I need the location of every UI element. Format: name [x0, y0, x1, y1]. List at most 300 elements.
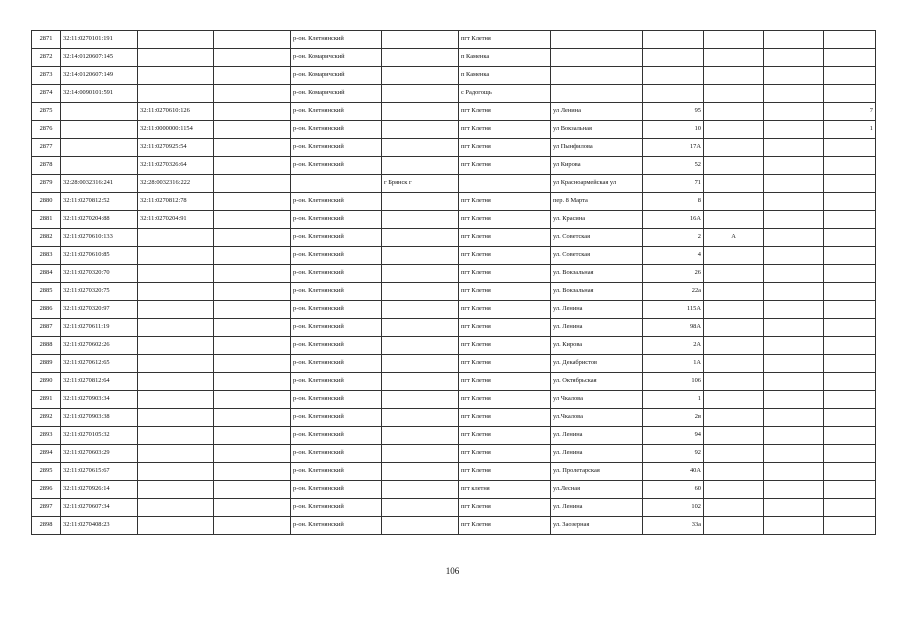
row-number-cell: 2879 [32, 175, 61, 193]
room-cell [824, 301, 876, 319]
cadastral-number-cell: 32:11:0270812:64 [61, 373, 138, 391]
street-cell: ул. Декабристов [551, 355, 643, 373]
building-letter-cell [704, 499, 764, 517]
parent-cadastral-number-cell: 32:11:0270812:78 [138, 193, 214, 211]
street-cell: ул Вокзальная [551, 121, 643, 139]
building-letter-cell [704, 247, 764, 265]
apartment-cell [764, 319, 824, 337]
street-cell [551, 67, 643, 85]
building-letter-cell [704, 445, 764, 463]
house-number-cell: 106 [643, 373, 704, 391]
extra-column-cell [214, 139, 291, 157]
house-number-cell: 10 [643, 121, 704, 139]
table-row [32, 211, 876, 229]
apartment-cell [764, 337, 824, 355]
cadastral-number-cell: 32:11:0270320:75 [61, 283, 138, 301]
building-letter-cell [704, 319, 764, 337]
settlement-cell: пгт Клетня [459, 427, 551, 445]
city-cell [382, 517, 459, 535]
row-number-cell: 2889 [32, 355, 61, 373]
house-number-cell: 98А [643, 319, 704, 337]
city-cell [382, 445, 459, 463]
settlement-cell: пгт Клетня [459, 247, 551, 265]
house-number-cell: 33а [643, 517, 704, 535]
cadastral-number-cell: 32:11:0270610:85 [61, 247, 138, 265]
parent-cadastral-number-cell [138, 481, 214, 499]
cadastral-number-cell: 32:11:0270320:97 [61, 301, 138, 319]
apartment-cell [764, 499, 824, 517]
city-cell [382, 85, 459, 103]
street-cell: ул.Лесная [551, 481, 643, 499]
house-number-cell: 16А [643, 211, 704, 229]
house-number-cell: 40А [643, 463, 704, 481]
room-cell [824, 337, 876, 355]
apartment-cell [764, 517, 824, 535]
table-row [32, 283, 876, 301]
city-cell [382, 337, 459, 355]
building-letter-cell [704, 85, 764, 103]
cadastral-number-cell: 32:11:0270101:191 [61, 31, 138, 49]
house-number-cell: 60 [643, 481, 704, 499]
street-cell: ул Чкалова [551, 391, 643, 409]
cadastral-number-cell: 32:11:0270610:133 [61, 229, 138, 247]
parent-cadastral-number-cell: 32:11:0000000:1154 [138, 121, 214, 139]
building-letter-cell [704, 373, 764, 391]
room-cell [824, 499, 876, 517]
parent-cadastral-number-cell [138, 409, 214, 427]
table-row [32, 139, 876, 157]
table-row [32, 391, 876, 409]
table-row [32, 229, 876, 247]
building-letter-cell [704, 211, 764, 229]
cadastral-number-cell: 32:11:0270204:88 [61, 211, 138, 229]
table-row [32, 499, 876, 517]
city-cell [382, 211, 459, 229]
apartment-cell [764, 175, 824, 193]
building-letter-cell [704, 337, 764, 355]
city-cell [382, 409, 459, 427]
street-cell [551, 31, 643, 49]
extra-column-cell [214, 175, 291, 193]
street-cell: ул.Чкалова [551, 409, 643, 427]
room-cell [824, 409, 876, 427]
settlement-cell: пгт Клетня [459, 139, 551, 157]
building-letter-cell [704, 463, 764, 481]
house-number-cell: 2А [643, 337, 704, 355]
table-row [32, 103, 876, 121]
district-cell: р-он. Клетнянский [291, 283, 382, 301]
room-cell [824, 229, 876, 247]
table-row [32, 265, 876, 283]
row-number-cell: 2895 [32, 463, 61, 481]
street-cell: ул. Ленина [551, 427, 643, 445]
city-cell [382, 481, 459, 499]
extra-column-cell [214, 301, 291, 319]
table-row [32, 247, 876, 265]
district-cell: р-он. Комаричский [291, 85, 382, 103]
city-cell [382, 283, 459, 301]
parent-cadastral-number-cell [138, 31, 214, 49]
table-row [32, 157, 876, 175]
house-number-cell: 71 [643, 175, 704, 193]
row-number-cell: 2883 [32, 247, 61, 265]
extra-column-cell [214, 103, 291, 121]
cadastral-number-cell [61, 103, 138, 121]
parent-cadastral-number-cell [138, 265, 214, 283]
city-cell [382, 103, 459, 121]
building-letter-cell [704, 355, 764, 373]
parent-cadastral-number-cell [138, 391, 214, 409]
parent-cadastral-number-cell [138, 517, 214, 535]
street-cell: ул. Заозерная [551, 517, 643, 535]
apartment-cell [764, 211, 824, 229]
city-cell [382, 121, 459, 139]
house-number-cell: 2в [643, 409, 704, 427]
parent-cadastral-number-cell [138, 499, 214, 517]
settlement-cell: пгт Клетня [459, 121, 551, 139]
street-cell: ул Кирова [551, 157, 643, 175]
table-row [32, 355, 876, 373]
parent-cadastral-number-cell [138, 49, 214, 67]
district-cell: р-он. Клетнянский [291, 427, 382, 445]
city-cell [382, 229, 459, 247]
extra-column-cell [214, 157, 291, 175]
room-cell [824, 517, 876, 535]
extra-column-cell [214, 265, 291, 283]
extra-column-cell [214, 121, 291, 139]
district-cell: р-он. Комаричский [291, 49, 382, 67]
cadastral-number-cell: 32:11:0270903:34 [61, 391, 138, 409]
parent-cadastral-number-cell [138, 247, 214, 265]
district-cell: р-он. Клетнянский [291, 31, 382, 49]
extra-column-cell [214, 355, 291, 373]
settlement-cell: пгт Клетня [459, 301, 551, 319]
room-cell [824, 247, 876, 265]
settlement-cell: пгт Клетня [459, 229, 551, 247]
building-letter-cell: А [704, 229, 764, 247]
city-cell [382, 193, 459, 211]
street-cell: ул. Ленина [551, 301, 643, 319]
settlement-cell: пгт Клетня [459, 31, 551, 49]
extra-column-cell [214, 67, 291, 85]
cadastral-number-cell: 32:11:0270615:67 [61, 463, 138, 481]
house-number-cell: 115А [643, 301, 704, 319]
extra-column-cell [214, 211, 291, 229]
district-cell: р-он. Клетнянский [291, 139, 382, 157]
cadastral-number-cell: 32:11:0270602:26 [61, 337, 138, 355]
building-letter-cell [704, 157, 764, 175]
district-cell: р-он. Клетнянский [291, 301, 382, 319]
street-cell: ул. Красина [551, 211, 643, 229]
row-number-cell: 2882 [32, 229, 61, 247]
table-row [32, 337, 876, 355]
room-cell [824, 427, 876, 445]
parent-cadastral-number-cell: 32:11:0270326:64 [138, 157, 214, 175]
extra-column-cell [214, 391, 291, 409]
settlement-cell: с Радогощь [459, 85, 551, 103]
room-cell: 7 [824, 103, 876, 121]
apartment-cell [764, 31, 824, 49]
parent-cadastral-number-cell [138, 85, 214, 103]
apartment-cell [764, 49, 824, 67]
row-number-cell: 2886 [32, 301, 61, 319]
district-cell: р-он. Клетнянский [291, 337, 382, 355]
city-cell [382, 373, 459, 391]
room-cell [824, 265, 876, 283]
table-row [32, 49, 876, 67]
parent-cadastral-number-cell [138, 229, 214, 247]
building-letter-cell [704, 391, 764, 409]
house-number-cell: 52 [643, 157, 704, 175]
house-number-cell: 1 [643, 391, 704, 409]
city-cell [382, 391, 459, 409]
city-cell [382, 319, 459, 337]
house-number-cell: 26 [643, 265, 704, 283]
district-cell: р-он. Комаричский [291, 67, 382, 85]
page-number: 106 [445, 566, 460, 576]
house-number-cell: 95 [643, 103, 704, 121]
street-cell: ул Красноармейская ул [551, 175, 643, 193]
district-cell: р-он. Клетнянский [291, 121, 382, 139]
extra-column-cell [214, 445, 291, 463]
cadastral-number-cell: 32:11:0270812:52 [61, 193, 138, 211]
extra-column-cell [214, 481, 291, 499]
row-number-cell: 2888 [32, 337, 61, 355]
cadastral-number-cell [61, 121, 138, 139]
cadastral-number-cell: 32:28:0032316:241 [61, 175, 138, 193]
street-cell: ул. Кирова [551, 337, 643, 355]
room-cell [824, 49, 876, 67]
house-number-cell: 94 [643, 427, 704, 445]
street-cell: ул Ленина [551, 103, 643, 121]
district-cell: р-он. Клетнянский [291, 463, 382, 481]
table-row [32, 67, 876, 85]
parent-cadastral-number-cell [138, 337, 214, 355]
row-number-cell: 2896 [32, 481, 61, 499]
apartment-cell [764, 427, 824, 445]
building-letter-cell [704, 175, 764, 193]
building-letter-cell [704, 103, 764, 121]
row-number-cell: 2884 [32, 265, 61, 283]
building-letter-cell [704, 67, 764, 85]
parent-cadastral-number-cell [138, 283, 214, 301]
room-cell [824, 373, 876, 391]
city-cell [382, 265, 459, 283]
parent-cadastral-number-cell: 32:11:0270204:91 [138, 211, 214, 229]
settlement-cell: п Каменка [459, 49, 551, 67]
table-row [32, 193, 876, 211]
street-cell: ул. Ленина [551, 319, 643, 337]
table-row [32, 31, 876, 49]
row-number-cell: 2897 [32, 499, 61, 517]
street-cell: ул. Ленина [551, 445, 643, 463]
cadastral-number-cell: 32:11:0270320:70 [61, 265, 138, 283]
house-number-cell: 17А [643, 139, 704, 157]
apartment-cell [764, 67, 824, 85]
house-number-cell: 2 [643, 229, 704, 247]
extra-column-cell [214, 499, 291, 517]
district-cell: р-он. Клетнянский [291, 103, 382, 121]
parent-cadastral-number-cell [138, 427, 214, 445]
table-row [32, 409, 876, 427]
parent-cadastral-number-cell [138, 301, 214, 319]
settlement-cell: пгт Клетня [459, 409, 551, 427]
street-cell: ул. Октябрьская [551, 373, 643, 391]
extra-column-cell [214, 193, 291, 211]
settlement-cell: пгт Клетня [459, 499, 551, 517]
parent-cadastral-number-cell [138, 463, 214, 481]
apartment-cell [764, 283, 824, 301]
apartment-cell [764, 139, 824, 157]
table-row [32, 517, 876, 535]
apartment-cell [764, 355, 824, 373]
cadastral-number-cell [61, 157, 138, 175]
parent-cadastral-number-cell [138, 355, 214, 373]
house-number-cell: 22а [643, 283, 704, 301]
cadastral-number-cell [61, 139, 138, 157]
register-table [31, 30, 876, 535]
settlement-cell: пгт Клетня [459, 319, 551, 337]
cadastral-number-cell: 32:11:0270603:29 [61, 445, 138, 463]
street-cell: ул. Пролетарская [551, 463, 643, 481]
parent-cadastral-number-cell [138, 445, 214, 463]
street-cell: ул. Вокзальная [551, 283, 643, 301]
district-cell: р-он. Клетнянский [291, 193, 382, 211]
street-cell: ул Пынфилова [551, 139, 643, 157]
district-cell: р-он. Клетнянский [291, 409, 382, 427]
city-cell [382, 427, 459, 445]
table-row [32, 427, 876, 445]
apartment-cell [764, 445, 824, 463]
cadastral-number-cell: 32:11:0270612:65 [61, 355, 138, 373]
extra-column-cell [214, 283, 291, 301]
building-letter-cell [704, 193, 764, 211]
parent-cadastral-number-cell: 32:11:0270610:126 [138, 103, 214, 121]
settlement-cell: пгт Клетня [459, 193, 551, 211]
apartment-cell [764, 193, 824, 211]
extra-column-cell [214, 463, 291, 481]
city-cell [382, 301, 459, 319]
city-cell [382, 463, 459, 481]
settlement-cell: п Каменка [459, 67, 551, 85]
house-number-cell [643, 49, 704, 67]
room-cell [824, 355, 876, 373]
house-number-cell [643, 67, 704, 85]
apartment-cell [764, 481, 824, 499]
table-row [32, 463, 876, 481]
extra-column-cell [214, 247, 291, 265]
apartment-cell [764, 121, 824, 139]
district-cell: р-он. Клетнянский [291, 499, 382, 517]
building-letter-cell [704, 427, 764, 445]
row-number-cell: 2885 [32, 283, 61, 301]
cadastral-number-cell: 32:11:0270611:19 [61, 319, 138, 337]
building-letter-cell [704, 517, 764, 535]
street-cell: ул. Советская [551, 247, 643, 265]
apartment-cell [764, 373, 824, 391]
district-cell: р-он. Клетнянский [291, 445, 382, 463]
parent-cadastral-number-cell [138, 67, 214, 85]
extra-column-cell [214, 427, 291, 445]
settlement-cell: пгт Клетня [459, 517, 551, 535]
settlement-cell: пгт Клетня [459, 337, 551, 355]
settlement-cell: пгт Клетня [459, 103, 551, 121]
parent-cadastral-number-cell: 32:11:0270925:54 [138, 139, 214, 157]
settlement-cell: пгт Клетня [459, 211, 551, 229]
district-cell: р-он. Клетнянский [291, 391, 382, 409]
parent-cadastral-number-cell [138, 373, 214, 391]
row-number-cell: 2893 [32, 427, 61, 445]
settlement-cell: пгт Клетня [459, 373, 551, 391]
house-number-cell: 8 [643, 193, 704, 211]
extra-column-cell [214, 337, 291, 355]
table-row [32, 121, 876, 139]
row-number-cell: 2878 [32, 157, 61, 175]
table-row [32, 481, 876, 499]
district-cell: р-он. Клетнянский [291, 247, 382, 265]
street-cell [551, 49, 643, 67]
row-number-cell: 2872 [32, 49, 61, 67]
apartment-cell [764, 391, 824, 409]
row-number-cell: 2873 [32, 67, 61, 85]
building-letter-cell [704, 121, 764, 139]
cadastral-number-cell: 32:11:0270903:38 [61, 409, 138, 427]
building-letter-cell [704, 409, 764, 427]
building-letter-cell [704, 265, 764, 283]
extra-column-cell [214, 229, 291, 247]
table-row [32, 85, 876, 103]
settlement-cell: пгт Клетня [459, 463, 551, 481]
row-number-cell: 2890 [32, 373, 61, 391]
table-row [32, 373, 876, 391]
settlement-cell: пгт Клетня [459, 355, 551, 373]
city-cell [382, 247, 459, 265]
district-cell: р-он. Клетнянский [291, 265, 382, 283]
apartment-cell [764, 265, 824, 283]
cadastral-number-cell: 32:11:0270105:32 [61, 427, 138, 445]
row-number-cell: 2891 [32, 391, 61, 409]
cadastral-number-cell: 32:11:0270926:14 [61, 481, 138, 499]
building-letter-cell [704, 139, 764, 157]
room-cell [824, 67, 876, 85]
room-cell [824, 481, 876, 499]
parent-cadastral-number-cell [138, 319, 214, 337]
room-cell [824, 139, 876, 157]
room-cell [824, 463, 876, 481]
house-number-cell [643, 85, 704, 103]
apartment-cell [764, 409, 824, 427]
extra-column-cell [214, 31, 291, 49]
extra-column-cell [214, 85, 291, 103]
street-cell [551, 85, 643, 103]
table-row [32, 445, 876, 463]
table-body [32, 31, 876, 535]
cadastral-number-cell: 32:11:0270607:34 [61, 499, 138, 517]
building-letter-cell [704, 301, 764, 319]
building-letter-cell [704, 31, 764, 49]
district-cell: р-он. Клетнянский [291, 517, 382, 535]
street-cell: ул. Советская [551, 229, 643, 247]
apartment-cell [764, 301, 824, 319]
row-number-cell: 2876 [32, 121, 61, 139]
row-number-cell: 2898 [32, 517, 61, 535]
city-cell [382, 499, 459, 517]
settlement-cell: пгт Клетня [459, 283, 551, 301]
city-cell: г Брянск г [382, 175, 459, 193]
city-cell [382, 49, 459, 67]
room-cell [824, 445, 876, 463]
district-cell: р-он. Клетнянский [291, 481, 382, 499]
